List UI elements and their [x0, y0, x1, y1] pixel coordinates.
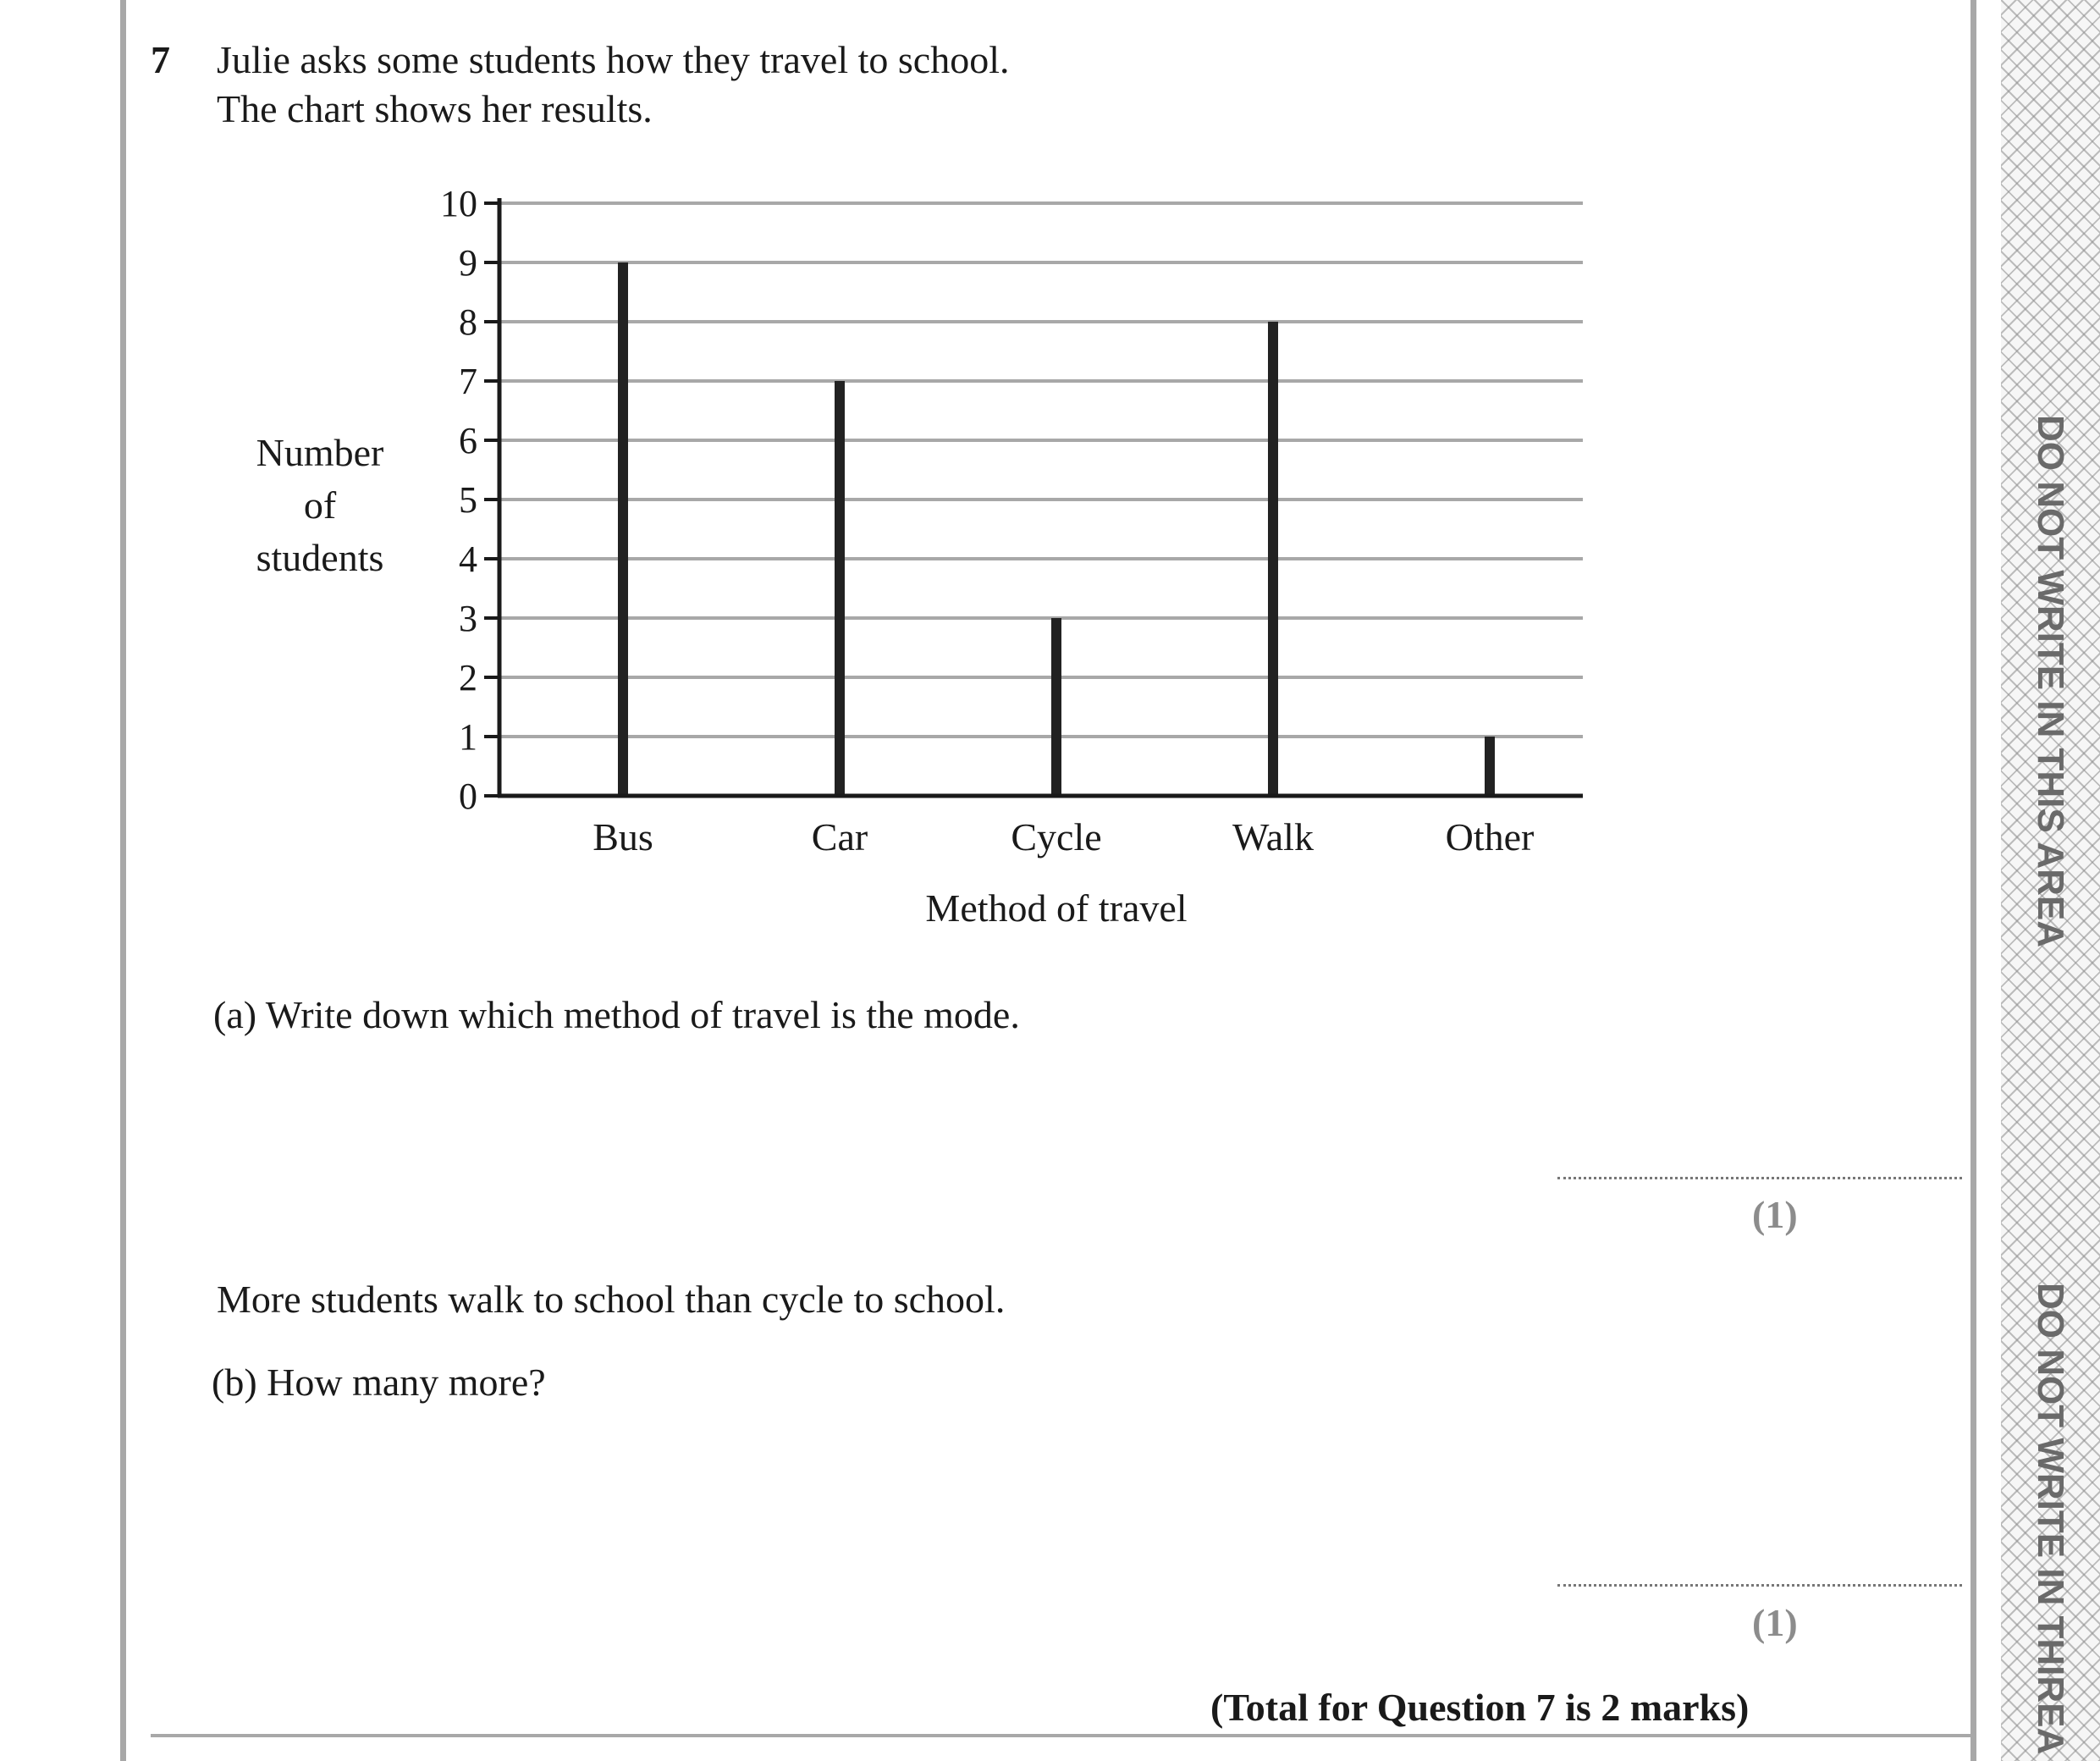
y-tick-label-7: 7: [459, 361, 477, 402]
answer-line-a[interactable]: [1557, 1177, 1962, 1179]
y-axis-label-line-2: of: [303, 483, 337, 527]
bar-cycle: [1051, 618, 1061, 796]
y-axis-label-line-3: students: [256, 536, 384, 579]
margin-warning-top: [1972, 415, 2100, 571]
y-tick-label-0: 0: [459, 776, 477, 817]
chart-labels: [256, 183, 1535, 930]
x-tick-label-walk: Walk: [1232, 815, 1314, 858]
y-tick-label-8: 8: [459, 301, 477, 343]
question-intro-line1: Julie asks some students how they travel to school.: [217, 38, 1010, 81]
x-tick-label-car: Car: [811, 815, 868, 858]
part-a-question: (a) Write down which method of travel is the mode.: [213, 993, 1020, 1036]
answer-line-b[interactable]: [1557, 1584, 1962, 1587]
bar-car: [835, 381, 845, 796]
y-tick-label-2: 2: [459, 657, 477, 698]
left-margin-rule: [120, 0, 126, 1761]
y-tick-label-5: 5: [459, 479, 477, 521]
y-tick-label-1: 1: [459, 716, 477, 758]
bar-other: [1485, 737, 1495, 796]
y-tick-label-3: 3: [459, 598, 477, 639]
x-tick-label-cycle: Cycle: [1011, 815, 1102, 858]
margin-warning-bottom: [1972, 1283, 2100, 1439]
bottom-rule: [151, 1734, 1970, 1737]
travel-bar-chart: [237, 169, 1608, 948]
chart-y-ticks: [484, 203, 499, 796]
total-marks: (Total for Question 7 is 2 marks): [1210, 1686, 1750, 1729]
y-axis-label-line-1: Number: [256, 431, 384, 474]
y-tick-label-10: 10: [440, 183, 477, 224]
x-tick-label-bus: Bus: [593, 815, 653, 858]
right-margin-rule: [1970, 0, 1976, 1761]
y-tick-label-4: 4: [459, 538, 477, 580]
x-tick-label-other: Other: [1445, 815, 1535, 858]
walk-cycle-statement: More students walk to school than cycle to school.: [217, 1278, 1006, 1321]
marks-a: (1): [1752, 1193, 1798, 1236]
bar-walk: [1268, 322, 1278, 796]
part-b-question: (b) How many more?: [212, 1361, 546, 1404]
bar-bus: [618, 262, 628, 796]
chart-gridlines: [499, 203, 1583, 737]
y-tick-label-9: 9: [459, 242, 477, 284]
chart-bars: [618, 262, 1495, 796]
x-axis-label: Method of travel: [925, 886, 1188, 930]
marks-b: (1): [1752, 1601, 1798, 1644]
question-number: 7: [151, 38, 170, 81]
question-intro-line2: The chart shows her results.: [217, 87, 653, 130]
y-tick-label-6: 6: [459, 420, 477, 461]
